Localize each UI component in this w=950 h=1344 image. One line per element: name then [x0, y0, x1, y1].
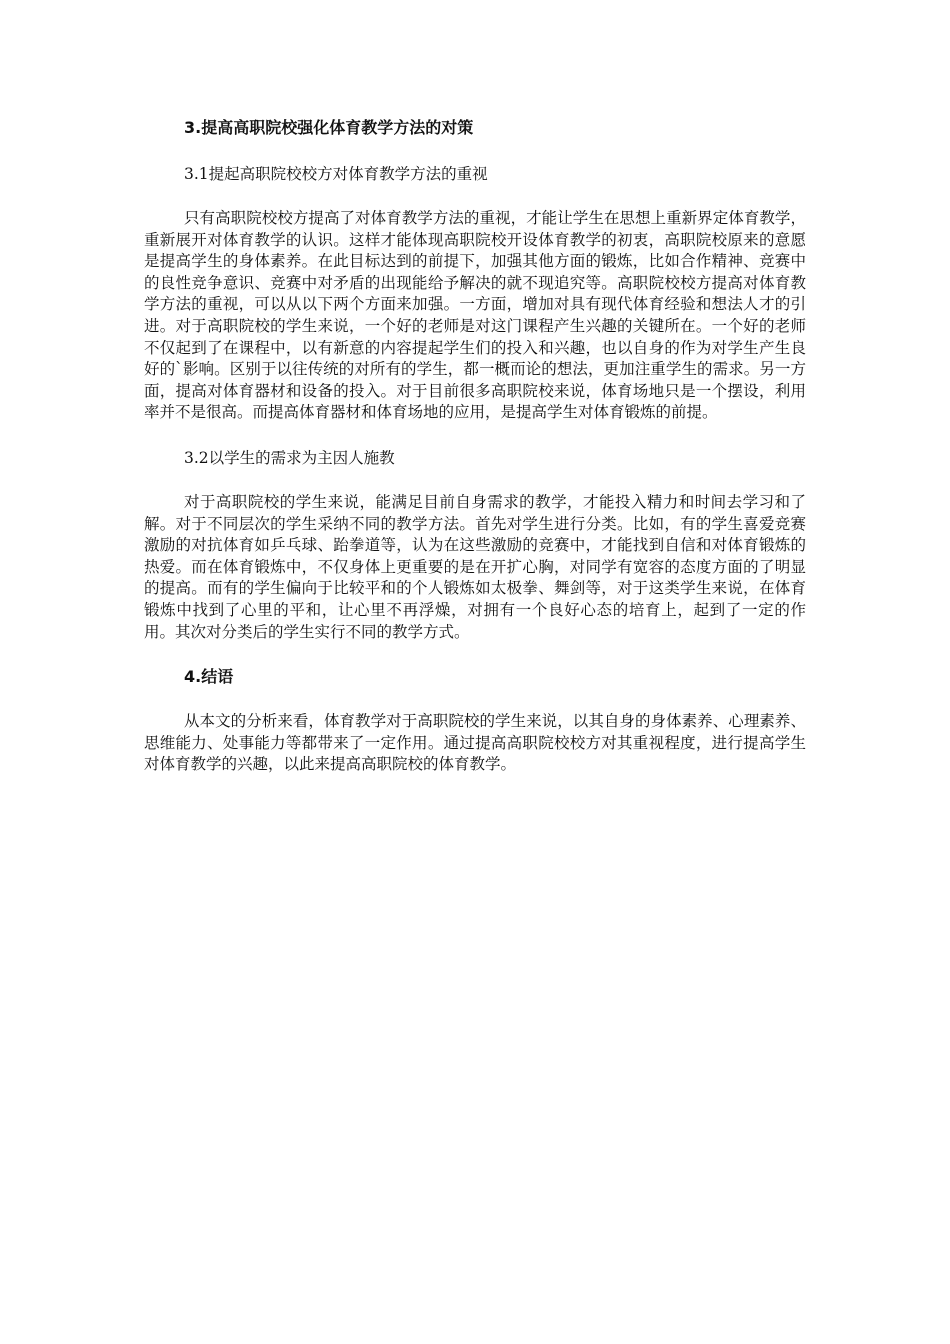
section-3-1-heading: 3.1提起高职院校校方对体育教学方法的重视 [184, 165, 488, 183]
section-3-heading: 3.提高高职院校强化体育教学方法的对策 [184, 118, 474, 137]
section-4-heading: 4.结语 [184, 667, 234, 687]
section-4-paragraph: 从本文的分析来看，体育教学对于高职院校的学生来说，以其自身的身体素养、心理素养、思维能力、处事能力等都带来了一定作用。通过提高高职院校校方对其重视程度，进行提高学生对体育教学的兴趣，以此来提高高职院校的体育教学。 [144, 712, 806, 774]
section-3-2-heading: 3.2以学生的需求为主因人施教 [184, 448, 395, 467]
document-body [144, 116, 806, 798]
section-3-2-paragraph: 对于高职院校的学生来说，能满足目前自身需求的教学，才能投入精力和时间去学习和了解。对于不同层次的学生采纳不同的教学方法。首先对学生进行分类。比如，有的学生喜爱竞赛激励的对抗体育如乒乓球、跆拳道等，认为在这些激励的竞赛中，才能找到自信和对体育锻炼的热爱。而在体育锻炼中，不仅身体上更重要的是在开扩心胸，对同学有宽容的态度方面的了明显的提高。而有的学生偏向于比较平和的个人锻炼如太极拳、舞剑等，对于这类学生来说，在体育锻炼中找到了心里的平和，让心里不再浮燥，对拥有一个良好心态的培育上，起到了一定的作用。其次对分类后的学生实行不同的教学方式。 [144, 492, 806, 641]
section-3-1-paragraph: 只有高职院校校方提高了对体育教学方法的重视，才能让学生在思想上重新界定体育教学，重新展开对体育教学的认识。这样才能体现高职院校开设体育教学的初衷，高职院校原来的意愿是提高学生的身体素养。在此目标达到的前提下，加强其他方面的锻炼，比如合作精神、竞赛中的良性竞争意识、竞赛中对矛盾的出现能给予解决的就不现追究等。高职院校校方提高对体育教学方法的重视，可以从以下两个方面来加强。一方面，增加对具有现代体育经验和想法人才的引进。对于高职院校的学生来说，一个好的老师是对这门课程产生兴趣的关键所在。一个好的老师不仅起到了在课程中，以有新意的内容提起学生们的投入和兴趣，也以自身的作为对学生产生良好的`影响。区别于以往传统的对所有的学生，都一概而论的想法，更加注重学生的需求。另一方面，提高对体育器材和设备的投入。对于目前很多高职院校来说，体育场地只是一个摆设，利用率并不是很高。而提高体育器材和体育场地的应用，是提高学生对体育锻炼的前提。 [144, 209, 806, 422]
